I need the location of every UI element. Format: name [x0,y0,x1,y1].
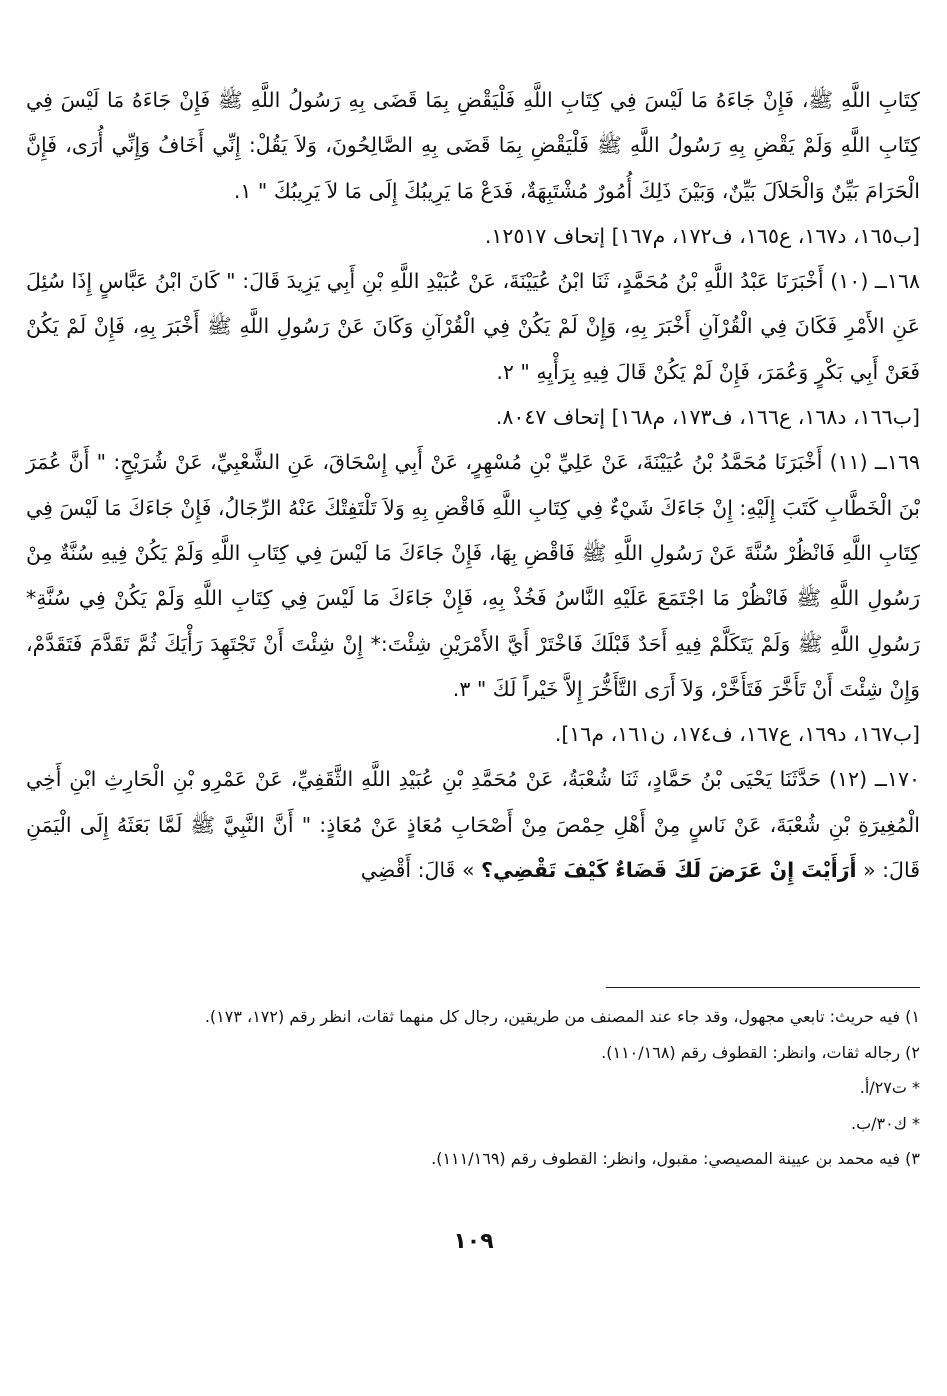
manuscript-note-a: * ت٢٧/أ. [859,1078,920,1097]
reference-line-3: [ب١٦٧، د١٦٩، ع١٦٧، ف١٧٤، ن١٦١، م١٦]. [554,722,920,747]
footnote-3: ٣) فيه محمد بن عيينة المصيصي: مقبول، وانظر: القطوف رقم (١١١/١٦٩). [431,1149,920,1168]
footnote-2: ٢) رجاله ثقات، وانظر: القطوف رقم (١١٠/١٦٨). [601,1042,920,1062]
hadith-170-text-end: » قَالَ: أَقْضِي [360,858,475,883]
intro-paragraph: كِتَابِ اللَّهِ ﷺ، فَإِنْ جَاءَهُ مَا لَيْسَ فِي كِتَابِ اللَّهِ فَلْيَقْضِ بِمَا قَضَى بِهِ رَسُولُ اللَّهِ ﷺ فَإِنْ جَاءَهُ مَا لَيْسَ فِي كِتَابِ اللَّهِ وَلَمْ يَقْضِ بِهِ رَسُولُ اللَّهِ ﷺ فَلْيَقْضِ بِمَا قَضَى بِهِ الصَّالِحُونَ، وَلاَ يَقُلْ: إِنِّي أَخَافُ وَإِنِّي أُرَى، فَإِنَّ الْحَرَامَ بَيِّنٌ وَالْحَلاَلَ بَيِّنٌ، وَبَيْنَ ذَلِكَ أُمُورٌ مُشْتَبِهَةٌ، فَدَعْ مَا يَرِيبُكَ إِلَى مَا لاَ يَرِيبُكَ " ١. [26,88,920,203]
footnote-divider [606,987,920,988]
page-number: ١٠٩ [453,1229,494,1254]
reference-line-2: [ب١٦٦، د١٦٨، ع١٦٦، ف١٧٣، م١٦٨] إتحاف ٨٠٤٧. [495,405,920,430]
hadith-169-paragraph: ١٦٩ــ (١١) أَخْبَرَنَا مُحَمَّدُ بْنُ عُيَيْنَةَ، عَنْ عَلِيِّ بْنِ مُسْهِرٍ، عَنْ أَبِي إِسْحَاقَ، عَنِ الشَّعْبِيِّ، عَنْ شُرَيْحٍ: " أَنَّ عُمَرَ بْنَ الْخَطَّابِ كَتَبَ إِلَيْهِ: إِنْ جَاءَكَ شَيْءٌ فِي كِتَابِ اللَّهِ فَاقْضِ بِهِ وَلاَ تَلْتَفِتْكَ عَنْهُ الرِّجَالُ، فَإِنْ جَاءَكَ مَا لَيْسَ فِي كِتَابِ اللَّهِ فَانْظُرْ سُنَّةَ عَنْ رَسُولِ اللَّهِ ﷺ فَاقْضِ بِهَا، فَإِنْ جَاءَكَ مَا لَيْسَ فِي كِتَابِ اللَّهِ وَلَمْ يَكُنْ فِيهِ سُنَّةٌ مِنْ رَسُولِ اللَّهِ ﷺ فَانْظُرْ مَا اجْتَمَعَ عَلَيْهِ النَّاسُ فَخُذْ بِهِ، فَإِنْ جَاءَكَ مَا لَيْسَ فِي كِتَابِ اللَّهِ وَلَمْ يَكُنْ فِي سُنَّةِ* رَسُولِ اللَّهِ ﷺ وَلَمْ يَتَكَلَّمْ فِيهِ أَحَدٌ قَبْلَكَ فَاخْتَرْ أَيَّ الأَمْرَيْنِ شِئْتَ:* إِنْ شِئْتَ أَنْ تَجْتَهِدَ رَأْيَكَ ثُمَّ تَقَدَّمَ فَتَقَدَّمْ، وَإِنْ شِئْتَ أَنْ تَأَخَّرَ فَتَأَخَّرْ، وَلاَ أَرَى التَّأَخُّرَ إِلاَّ خَيْراً لَكَ " ٣. [26,450,920,701]
hadith-170-bold-quote: أَرَأَيْتَ إِنْ عَرَضَ لَكَ قَضَاءٌ كَيْفَ تَقْضِي؟ [481,858,857,883]
manuscript-note-b: * ك٣٠/ب. [850,1113,920,1133]
reference-line-1: [ب١٦٥، د١٦٧، ع١٦٥، ف١٧٢، م١٦٧] إتحاف ١٢٥١٧. [484,223,920,248]
hadith-170-text-start: ١٧٠ــ (١٢) حَدَّثَنَا يَحْيَى بْنُ حَمَّادٍ، ثَنَا شُعْبَةُ، عَنْ مُحَمَّدِ بْنِ عُبَيْدِ اللَّهِ الثَّقَفِيِّ، عَنْ عَمْرِو بْنِ الْحَارِثِ ابْنِ أَخِي الْمُغِيرَةِ بْنِ شُعْبَةَ، عَنْ نَاسٍ مِنْ أَهْلِ حِمْصَ مِنْ أَصْحَابِ مُعَاذٍ عَنْ مُعَاذٍ: " أَنَّ النَّبِيَّ ﷺ لَمَّا بَعَثَهُ إِلَى الْيَمَنِ قَالَ: « [26,767,920,883]
hadith-168-paragraph: ١٦٨ــ (١٠) أَخْبَرَنَا عَبْدُ اللَّهِ بْنُ مُحَمَّدٍ، ثَنَا ابْنُ عُيَيْنَةَ، عَنْ عُبَيْدِ اللَّهِ بْنِ أَبِي يَزِيدَ قَالَ: " كَانَ ابْنُ عَبَّاسٍ إِذَا سُئِلَ عَنِ الأَمْرِ فَكَانَ فِي الْقُرْآنِ أَخْبَرَ بِهِ، وَإِنْ لَمْ يَكُنْ فِي الْقُرْآنِ وَكَانَ عَنْ رَسُولِ اللَّهِ ﷺ أَخْبَرَ بِهِ، فَإِنْ لَمْ يَكُنْ فَعَنْ أَبِي بَكْرٍ وَعُمَرَ، فَإِنْ لَمْ يَكُنْ قَالَ فِيهِ بِرَأْيِهِ " ٢. [26,269,920,384]
footnote-1: ١) فيه حريث: تابعي مجهول، وقد جاء عند المصنف من طريقين، رجال كل منهما ثقات، انظر رقم (١٧٢، ١٧٣). [204,1007,920,1026]
main-text [26,78,920,893]
hadith-170-paragraph [26,757,920,893]
footnotes-section [26,999,920,1177]
